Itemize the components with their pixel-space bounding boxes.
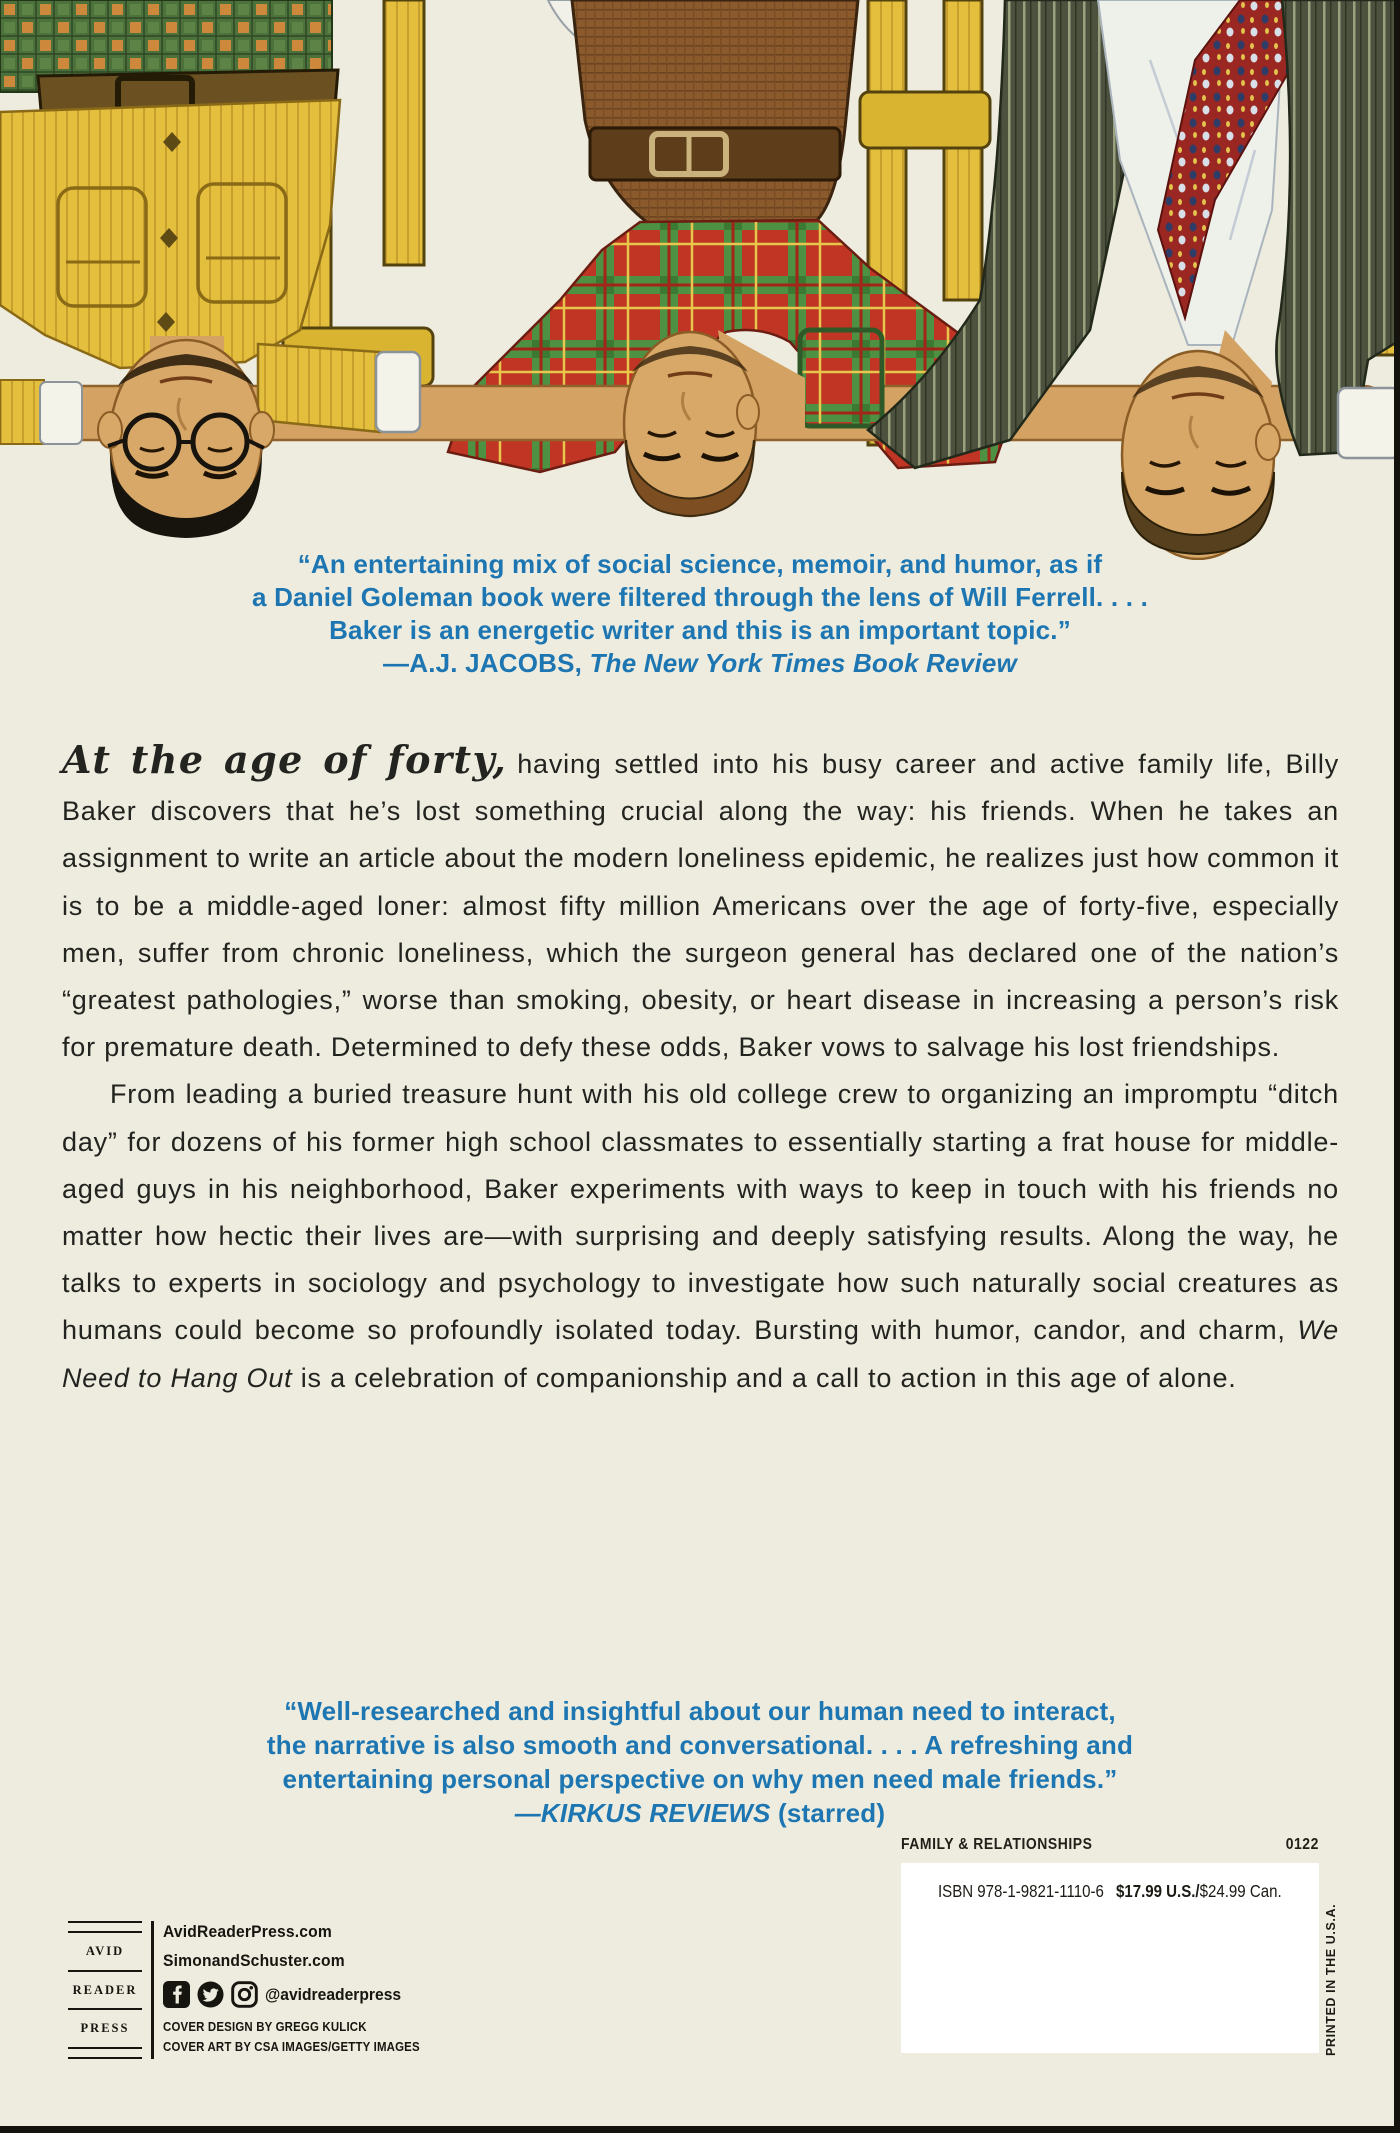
logo-word: PRESS xyxy=(80,2021,130,2036)
publisher-block xyxy=(68,1921,455,2059)
figure-yellow-man xyxy=(0,0,340,368)
attribution-source: The New York Times Book Review xyxy=(589,648,1017,678)
quote-line: “An entertaining mix of social science, memoir, and humor, as if xyxy=(297,549,1103,579)
publisher-divider xyxy=(151,1921,154,2059)
head-right-man xyxy=(1122,330,1280,559)
quote-line: entertaining personal perspective on why men need male friends.” xyxy=(282,1764,1118,1794)
isbn-number: ISBN 978-1-9821-1110-6 xyxy=(938,1881,1105,1901)
upside-down-men-illustration xyxy=(0,0,1400,560)
instagram-icon xyxy=(231,1981,258,2008)
attribution-name: —A.J. JACOBS, xyxy=(383,648,590,678)
logo-double-rule xyxy=(68,1921,142,1933)
book-title: We Need to Hang Out xyxy=(62,1315,1339,1393)
logo-rule xyxy=(68,2008,142,2010)
quote-line: a Daniel Goleman book were filtered through the lens of Will Ferrell. . . . xyxy=(251,582,1149,612)
social-row xyxy=(163,1981,455,2008)
quote-line: “Well-researched and insightful about our human need to interact, xyxy=(284,1696,1116,1726)
twitter-icon xyxy=(197,1981,224,2008)
printed-in-usa-label: PRINTED IN THE U.S.A. xyxy=(1324,1903,1338,2056)
isbn-line xyxy=(901,1881,1319,1902)
review-quote-bottom xyxy=(100,1694,1300,1830)
publisher-info xyxy=(163,1921,455,2059)
category-row xyxy=(901,1836,1319,1854)
description-paragraph-1 xyxy=(62,736,1339,1071)
script-opener: At the age of forty, xyxy=(62,737,508,782)
quote-attribution xyxy=(70,647,1330,680)
price-can: $24.99 Can. xyxy=(1199,1881,1282,1901)
category-label: FAMILY & RELATIONSHIPS xyxy=(901,1836,1093,1853)
barcode-box xyxy=(901,1863,1319,2053)
logo-rule xyxy=(68,1970,142,1972)
cover-art-credit: COVER ART BY CSA IMAGES/GETTY IMAGES xyxy=(163,2039,420,2054)
quote-line: the narrative is also smooth and conversational. . . . A refreshing and xyxy=(266,1730,1134,1760)
social-handle: @avidreaderpress xyxy=(265,1984,402,2004)
illustration-svg xyxy=(0,0,1400,560)
avid-reader-press-logo xyxy=(68,1921,142,2059)
page-right-edge xyxy=(1394,0,1400,2133)
print-code: 0122 xyxy=(1285,1836,1319,1853)
quote-line: Baker is an energetic writer and this is an important topic.” xyxy=(329,615,1071,645)
page-bottom-edge xyxy=(0,2126,1400,2133)
description-paragraph-2 xyxy=(62,1071,1339,1401)
price-us: $17.99 U.S./ xyxy=(1116,1881,1200,1901)
paragraph-1-text: having settled into his busy career and active family life, Billy Baker discovers that he’s lost something crucial along the way: his friends. When he takes an assignment to write an article about the modern loneliness epidemic, he realizes just how common it is to be a middle-aged loner: almost fifty million Americans over the age of forty-five, especially men, suffer from chronic loneliness, which the surgeon general has declared one of the nation’s “greatest pathologies,” worse than smoking, obesity, or heart disease in increasing a person’s risk for premature death. Determined to defy these odds, Baker vows to salvage his lost friendships. xyxy=(62,749,1339,1063)
paragraph-2-end: is a celebration of companionship and a call to action in this age of alone. xyxy=(292,1362,1237,1393)
back-cover-description xyxy=(62,736,1339,1402)
attribution-name: —KIRKUS REVIEWS xyxy=(514,1798,771,1828)
logo-double-rule xyxy=(68,2047,142,2059)
quote-attribution xyxy=(100,1796,1300,1830)
paragraph-2-text: From leading a buried treasure hunt with his old college crew to organizing an impromptu “ditch day” for dozens of his former high school classmates to essentially starting a frat house for middle-aged guys in his neighborhood, Baker experiments with ways to keep in touch with his friends no matter how hectic their lives are—with surprising and deeply satisfying results. Along the way, he talks to experts in sociology and psychology to investigate how such naturally social creatures as humans could become so profoundly isolated today. Bursting with humor, candor, and charm, xyxy=(62,1079,1339,1346)
publisher-website: SimonandSchuster.com xyxy=(163,1951,345,1970)
logo-word: AVID xyxy=(85,1944,125,1959)
facebook-icon xyxy=(163,1981,190,2008)
review-quote-top xyxy=(70,548,1330,680)
publisher-website: AvidReaderPress.com xyxy=(163,1922,332,1941)
cover-design-credit: COVER DESIGN BY GREGG KULICK xyxy=(163,2019,367,2034)
logo-word: READER xyxy=(72,1982,138,1997)
attribution-suffix: (starred) xyxy=(770,1798,886,1828)
